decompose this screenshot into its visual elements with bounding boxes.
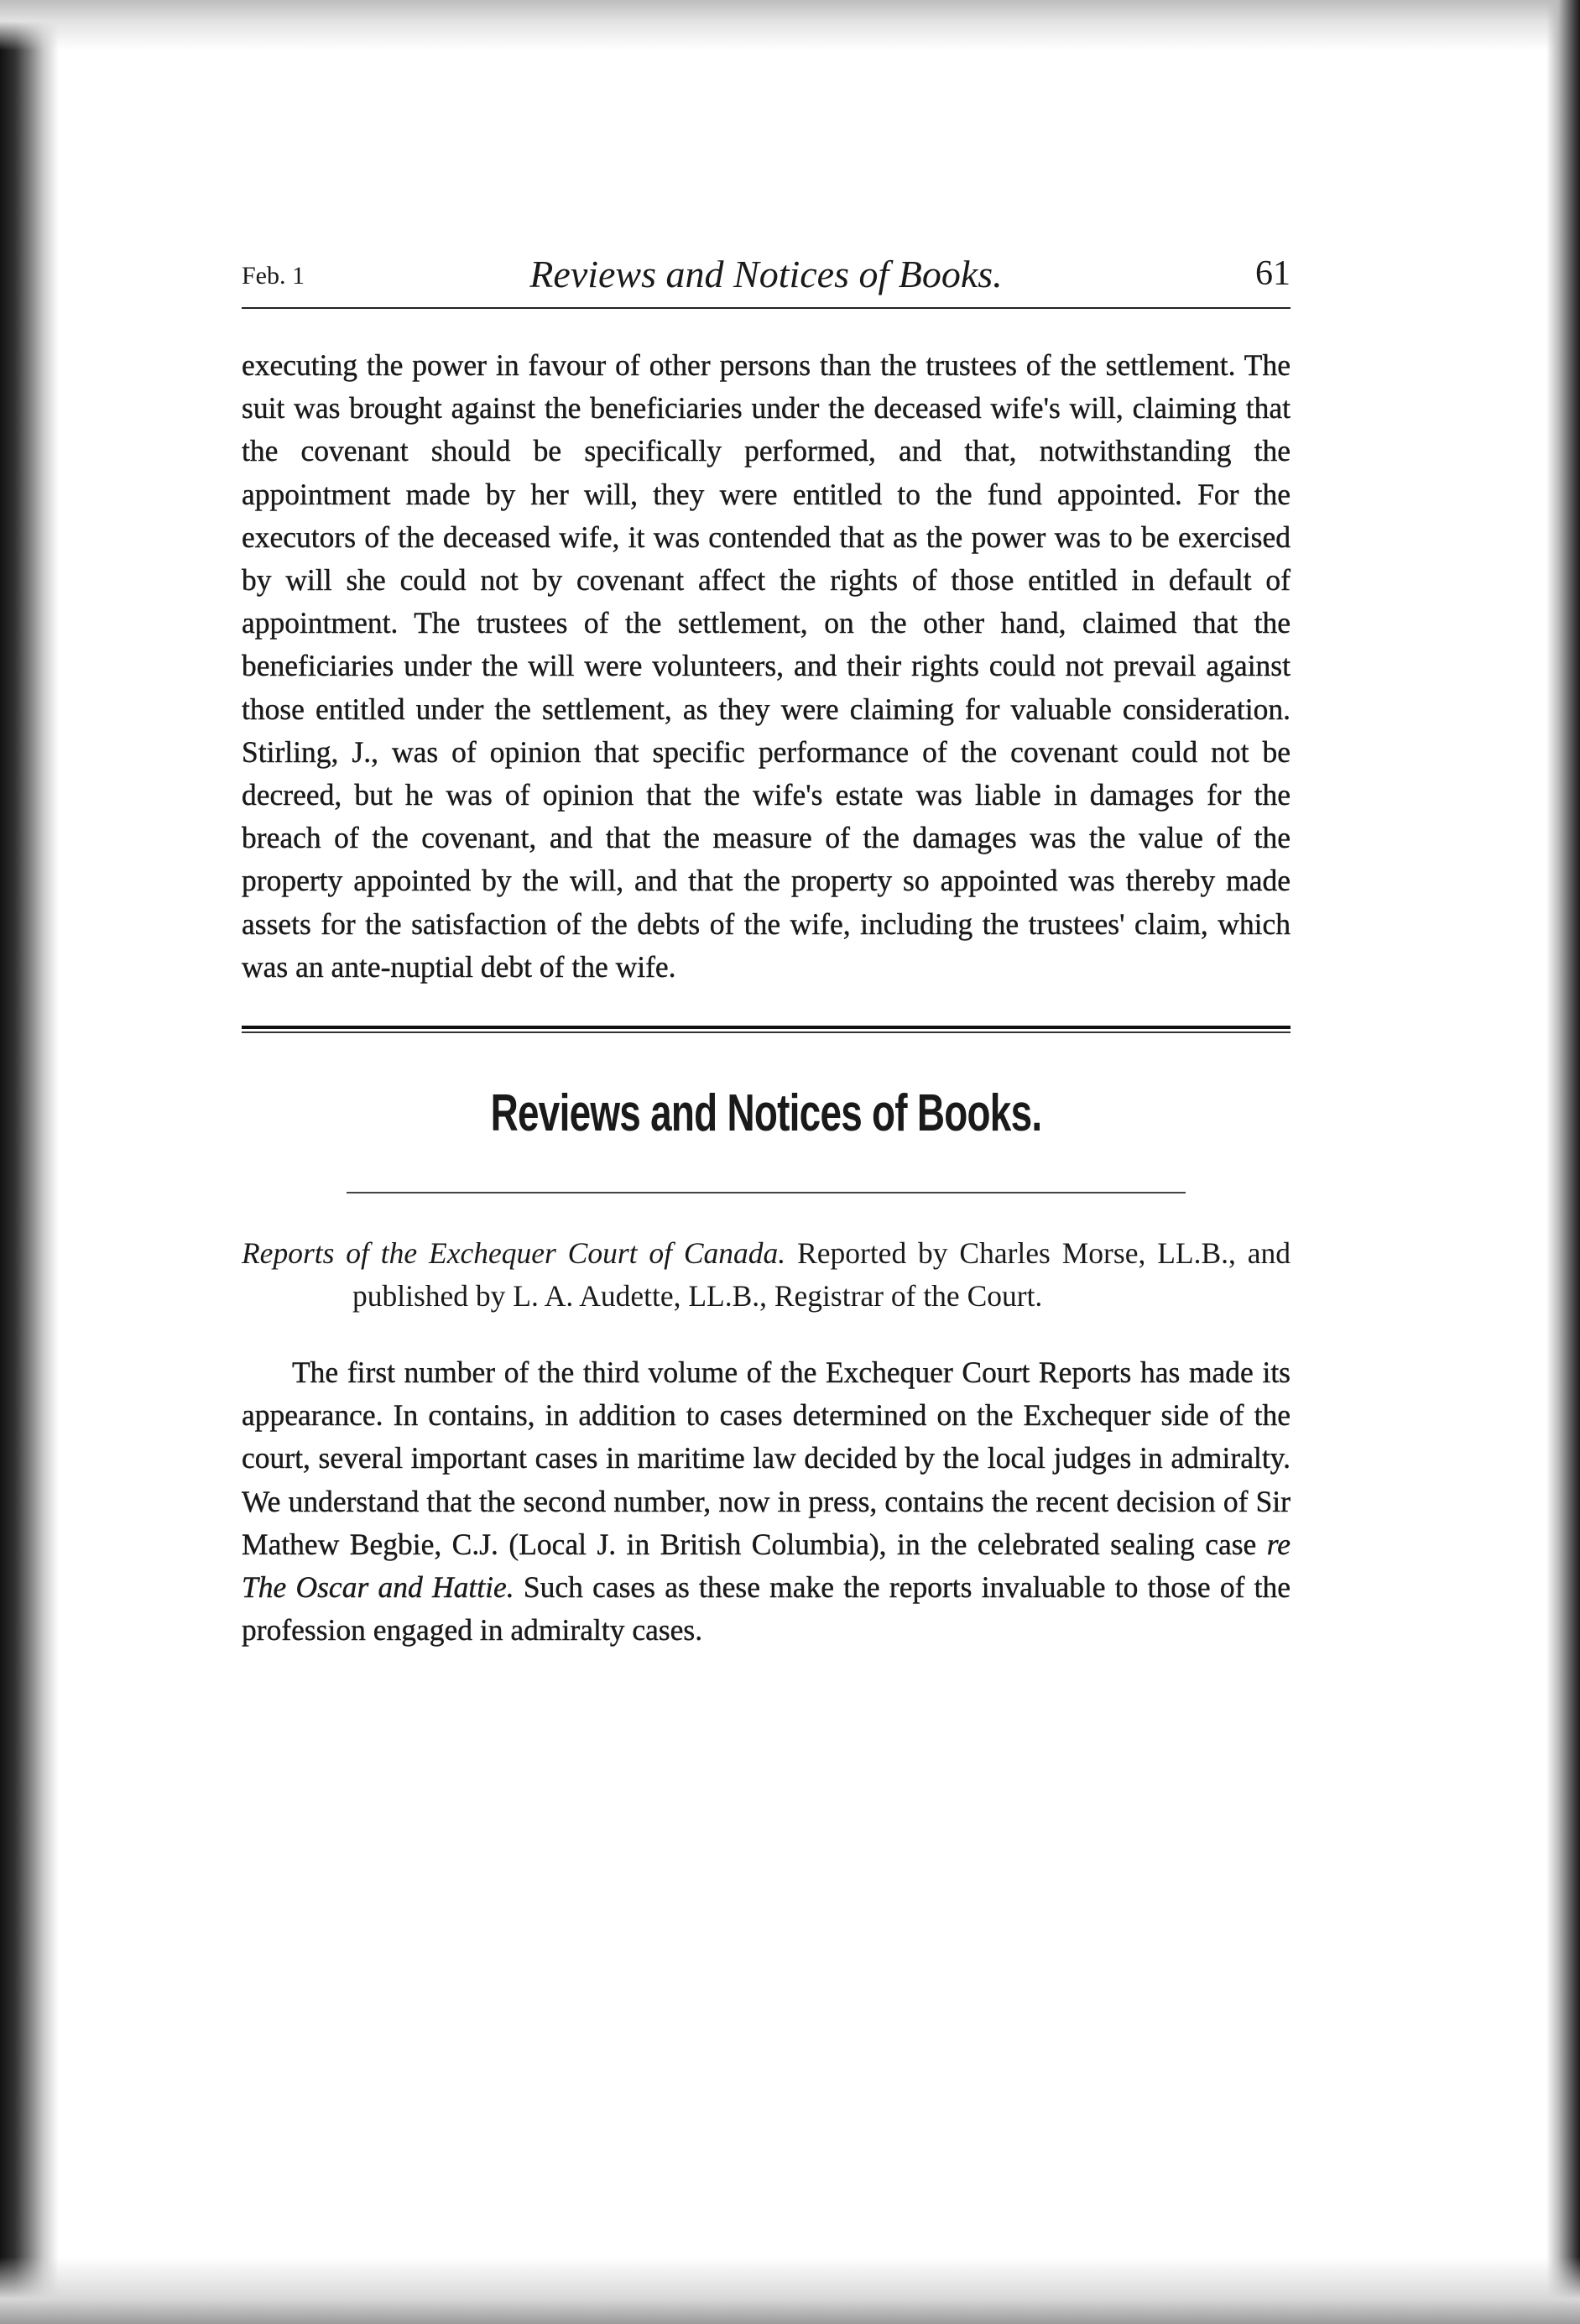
scan-edge-right bbox=[1546, 0, 1580, 2324]
review-case-name: re The Oscar and Hattie. bbox=[242, 1527, 1291, 1605]
continued-paragraph: executing the power in favour of other persons than the trustees of the settlement. The suit was brought against the beneficiaries under the deceased wife's will, claiming that the covenant should be specifically performed, and that, notwithstanding the appointment made by her will, they were entitled to the fund appointed. For the executors of the deceased wife, it was contended that as the power was to be exercised by will she could not by covenant affect the rights of those entitled in default of appointment. The trustees of the settlement, on the other hand, claimed that the beneficiaries under the will were volunteers, and their rights could not prevail against those entitled under the settlement, as they were claiming for valuable consideration. Stirling, J., was of opinion that specific performance of the covenant could not be decreed, but he was of opinion that the wife's estate was liable in damages for the breach of the covenant, and that the measure of the damages was the value of the property appointed by the will, and that the property so appointed was thereby made assets for the satisfaction of the debts of the wife, including the trustees' claim, which was an ante-nuptial debt of the wife. bbox=[242, 348, 1291, 984]
scan-edge-left bbox=[0, 0, 59, 2324]
review-paragraph bbox=[242, 1351, 1291, 1652]
running-head-date: Feb. 1 bbox=[242, 262, 305, 290]
section-divider-rule bbox=[242, 1026, 1291, 1033]
scan-edge-bottom bbox=[0, 2257, 1580, 2324]
section-title-rule bbox=[347, 1192, 1186, 1193]
section-title: Reviews and Notices of Books. bbox=[490, 1084, 1042, 1143]
running-head bbox=[242, 252, 1291, 304]
review-text-part-a: The first number of the third volume of the Exchequer Court Reports has made its appearance. In contains, in addition to cases determined on the Exchequer side of the court, several important cases in maritime law decided by the local judges in admiralty. We understand that the second number, now in press, contains the recent decision of Sir Mathew Begbie, C.J. (Local J. in British Columbia), in the celebrated sealing case bbox=[242, 1355, 1291, 1561]
page-number: 61 bbox=[1255, 254, 1291, 293]
page-content bbox=[242, 252, 1291, 1652]
review-book-title: Reports of the Exchequer Court of Canada. bbox=[242, 1236, 786, 1271]
review-heading bbox=[242, 1232, 1291, 1318]
review-book-details: Reported by Charles Morse, LL.B., and published by L. A. Audette, LL.B., Registrar of the Court. bbox=[352, 1236, 1291, 1313]
review-text-part-b: Such cases as these make the reports invaluable to those of the profession engaged in admiralty cases. bbox=[242, 1570, 1291, 1648]
header-rule bbox=[242, 307, 1291, 309]
scan-edge-top bbox=[0, 0, 1580, 50]
running-head-title: Reviews and Notices of Books. bbox=[529, 253, 1003, 295]
